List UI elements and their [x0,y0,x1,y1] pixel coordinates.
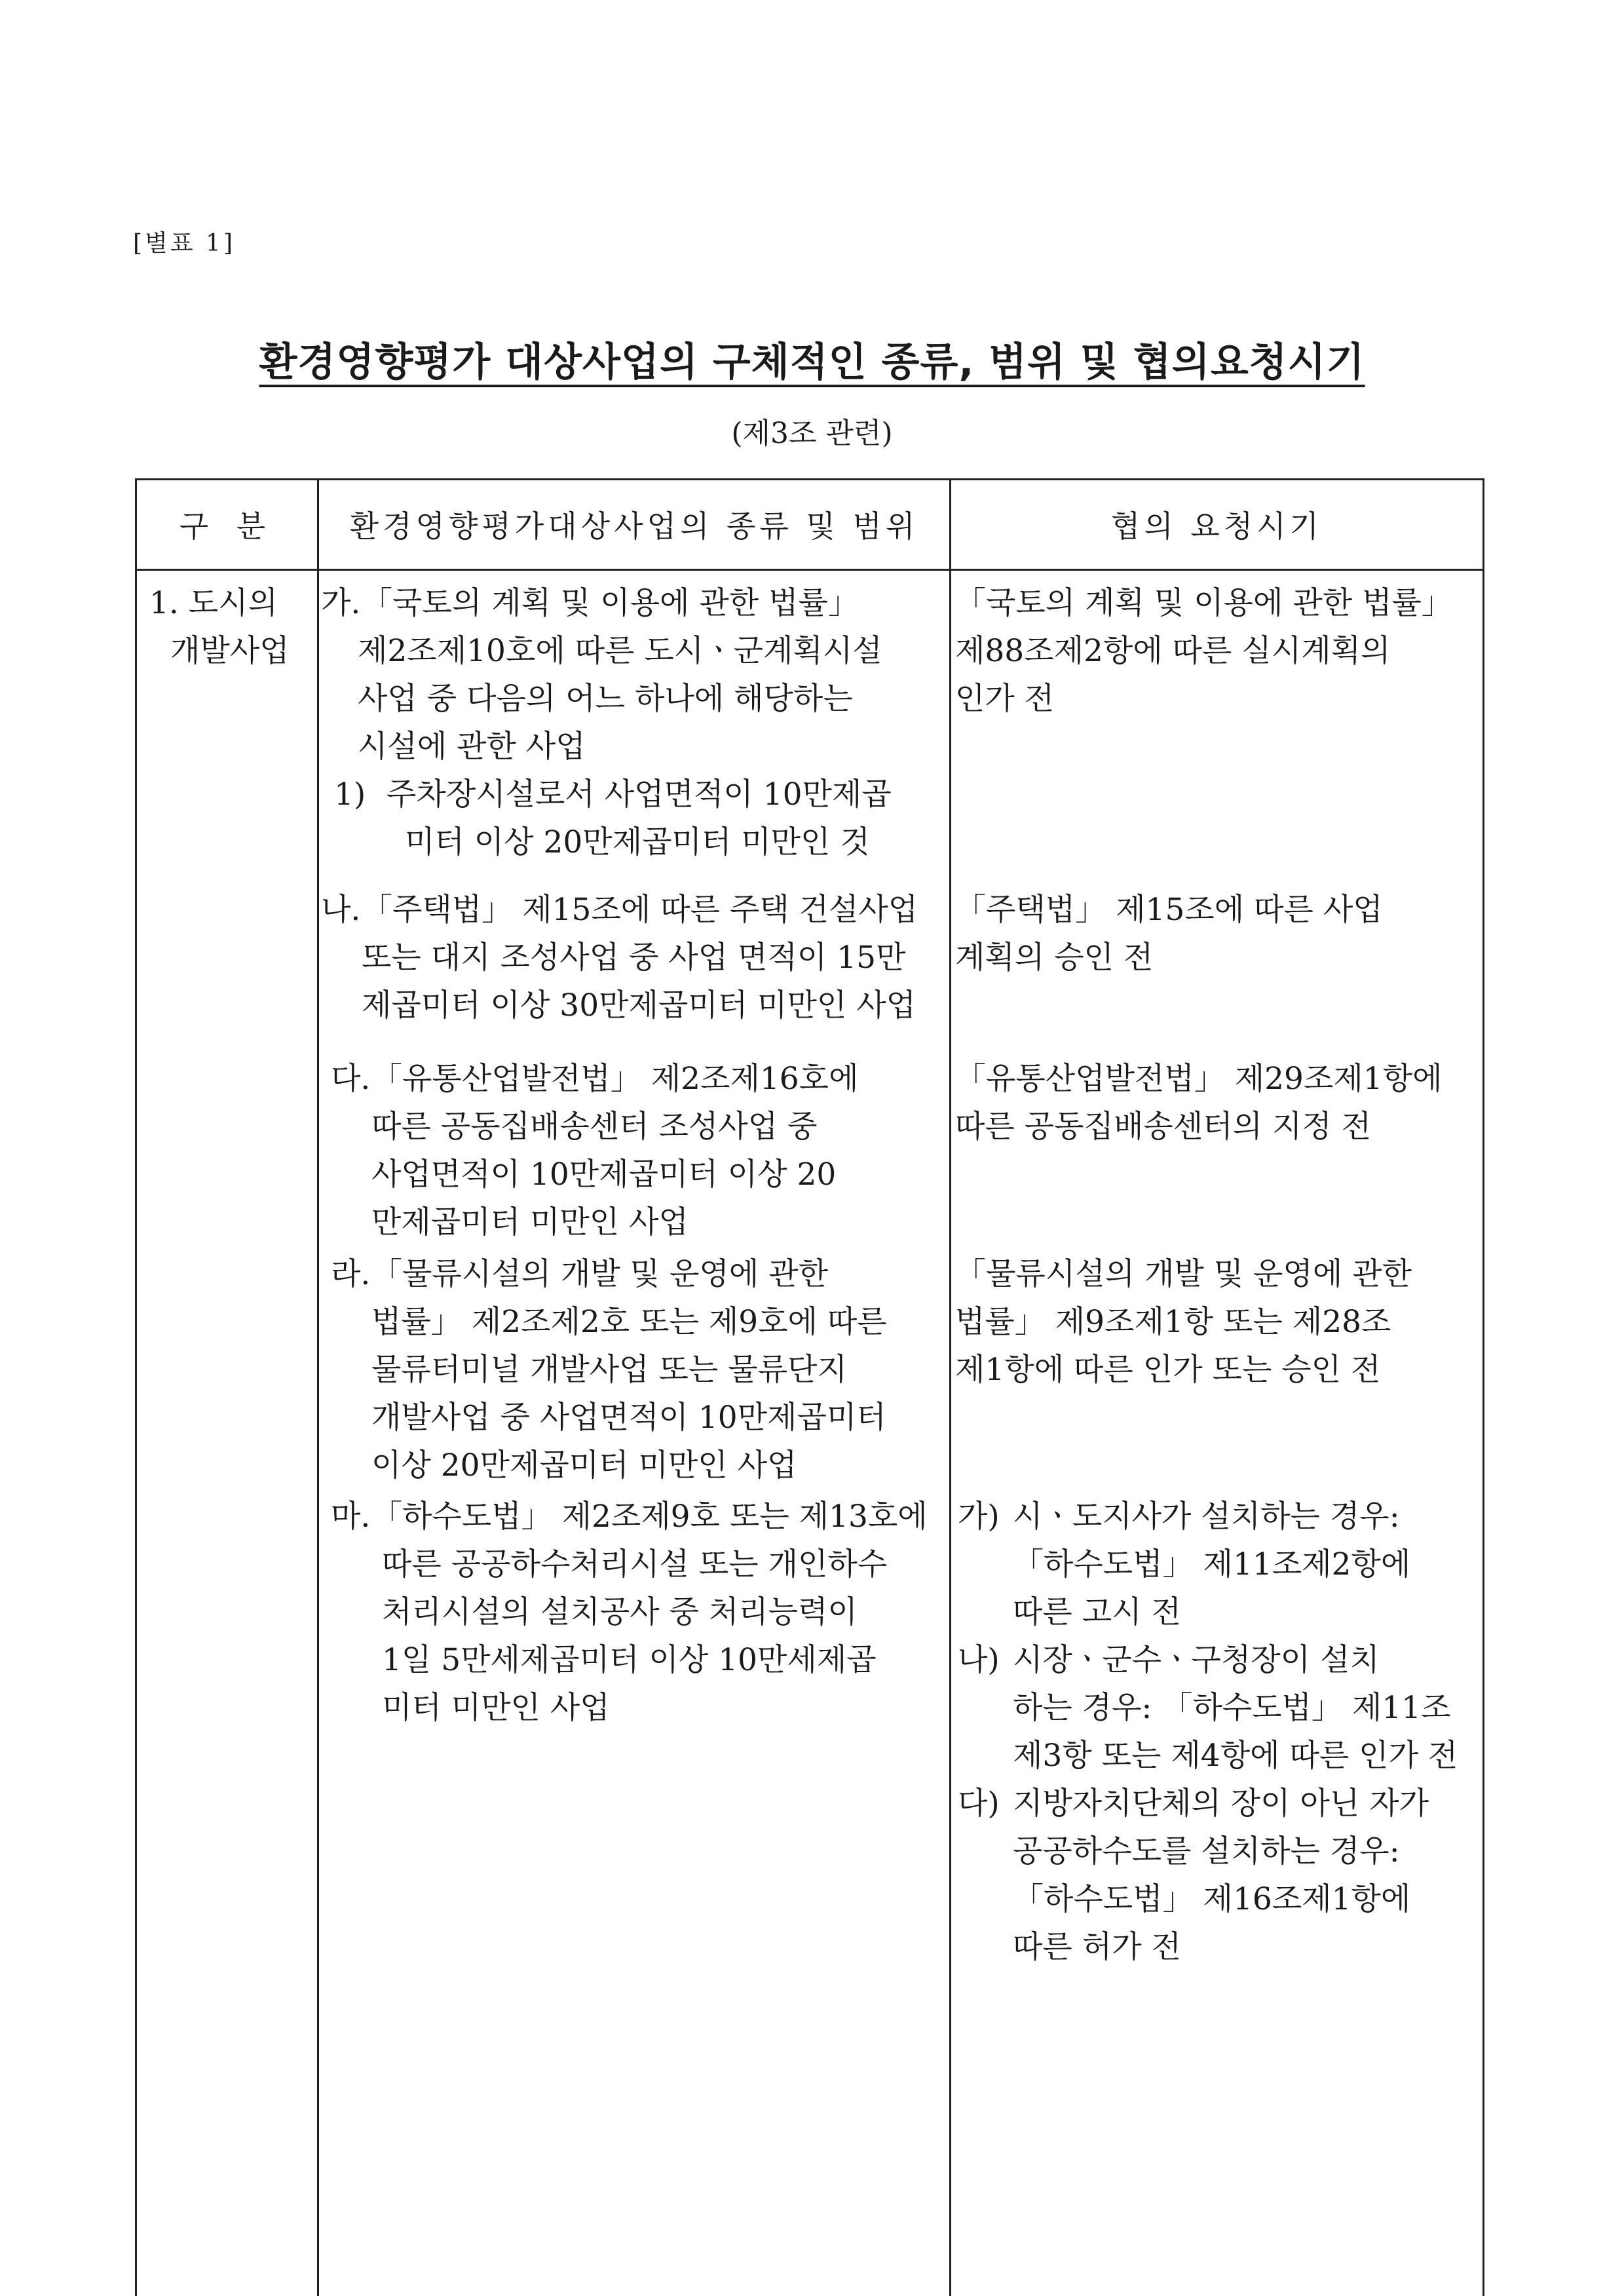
scope-line: 또는 대지 조성사업 중 사업 면적이 15만 [362,940,906,976]
scope-line: 사업 중 다음의 어느 하나에 해당하는 [358,681,853,717]
timing-cell [955,1055,1442,1151]
timing-line: 「주택법」 제15조에 따른 사업 [955,892,1383,928]
table-right-border [1482,478,1484,2296]
timing-line: 법률」 제9조제1항 또는 제28조 [955,1304,1391,1340]
appendix-label: [별표 1] [133,230,235,257]
timing-line: 지방자치단체의 장이 아닌 자가 [1013,1786,1429,1822]
timing-line: 제3항 또는 제4항에 따른 인가 전 [1013,1738,1458,1774]
category-line: 1. 도시의 [149,585,278,621]
timing-cell [955,1250,1412,1394]
scope-line: 따른 공공하수처리시설 또는 개인하수 [382,1546,888,1582]
timing-line: 제88조제2항에 따른 실시계획의 [955,633,1391,669]
scope-line: 따른 공동집배송센터 조성사업 중 [371,1109,818,1145]
scope-line: 물류터미널 개발사업 또는 물류단지 [371,1352,847,1388]
scope-line: 이상 20만제곱미터 미만인 사업 [371,1447,797,1483]
timing-line: 「하수도법」 제11조제2항에 [1013,1546,1411,1582]
timing-line: 하는 경우: 「하수도법」 제11조 [1013,1690,1451,1726]
timing-line: 시ㆍ도지사가 설치하는 경우: [1013,1499,1400,1535]
item-marker: 마. [331,1499,371,1535]
timing-line: 시장ㆍ군수ㆍ구청장이 설치 [1013,1642,1380,1678]
scope-line: 제곱미터 이상 30만제곱미터 미만인 사업 [362,987,916,1024]
timing-line: 따른 허가 전 [1013,1929,1181,1965]
scope-line: 「국토의 계획 및 이용에 관한 법률」 [362,585,859,621]
scope-line: 1일 5만세제곱미터 이상 10만세제곱 [382,1642,877,1678]
scope-line: 제2조제10호에 따른 도시ㆍ군계획시설 [358,633,882,669]
scope-line: 「유통산업발전법」 제2조제16호에 [371,1061,859,1097]
timing-line: 「국토의 계획 및 이용에 관한 법률」 [955,585,1452,621]
table-left-border [135,478,137,2296]
column-divider-1 [317,478,319,2296]
document-title: 환경영향평가 대상사업의 구체적인 종류, 범위 및 협의요청시기 [259,339,1365,385]
scope-line: 주차장시설로서 사업면적이 10만제곱 [387,776,892,813]
sub-item-marker: 나) [958,1642,1000,1678]
scope-line: 개발사업 중 사업면적이 10만제곱미터 [371,1400,886,1436]
scope-line: 「하수도법」 제2조제9호 또는 제13호에 [371,1499,928,1535]
timing-line: 계획의 승인 전 [955,940,1154,976]
category-line: 개발사업 [170,633,290,669]
item-marker: 나. [321,892,361,928]
sub-item-marker: 1) [334,776,366,813]
scope-line: 「물류시설의 개발 및 운영에 관한 [371,1256,828,1292]
header-category: 구 분 [179,508,275,544]
timing-line: 「유통산업발전법」 제29조제1항에 [955,1061,1443,1097]
timing-line: 공공하수도를 설치하는 경우: [1013,1833,1400,1869]
timing-line: 「하수도법」 제16조제1항에 [1013,1881,1411,1917]
timing-cell [955,579,1452,723]
scope-line: 처리시설의 설치공사 중 처리능력이 [382,1594,858,1630]
timing-cell [955,886,1383,982]
scope-line: 「주택법」 제15조에 따른 주택 건설사업 [362,892,918,928]
sub-item-marker: 가) [958,1499,1000,1535]
scope-line: 미터 미만인 사업 [382,1690,610,1726]
category-cell [149,579,290,675]
sub-item-marker: 다) [958,1786,1000,1822]
document-subtitle: (제3조 관련) [731,417,893,450]
scope-line: 법률」 제2조제2호 또는 제9호에 따른 [371,1304,887,1340]
item-marker: 다. [331,1061,371,1097]
column-divider-2 [949,478,951,2296]
scope-line: 만제곱미터 미만인 사업 [371,1204,689,1240]
item-marker: 가. [321,585,361,621]
timing-line: 「물류시설의 개발 및 운영에 관한 [955,1256,1412,1292]
timing-line: 따른 공동집배송센터의 지정 전 [955,1109,1372,1145]
header-scope: 환경영향평가대상사업의 종류 및 범위 [349,508,919,544]
timing-line: 인가 전 [955,681,1055,717]
timing-line: 제1항에 따른 인가 또는 승인 전 [955,1352,1381,1388]
scope-line: 사업면적이 10만제곱미터 이상 20 [371,1157,837,1193]
timing-line: 따른 고시 전 [1013,1594,1181,1630]
scope-line: 미터 이상 20만제곱미터 미만인 것 [405,824,870,860]
header-timing: 협의 요청시기 [1110,508,1323,544]
scope-line: 시설에 관한 사업 [358,729,586,765]
item-marker: 라. [331,1256,371,1292]
